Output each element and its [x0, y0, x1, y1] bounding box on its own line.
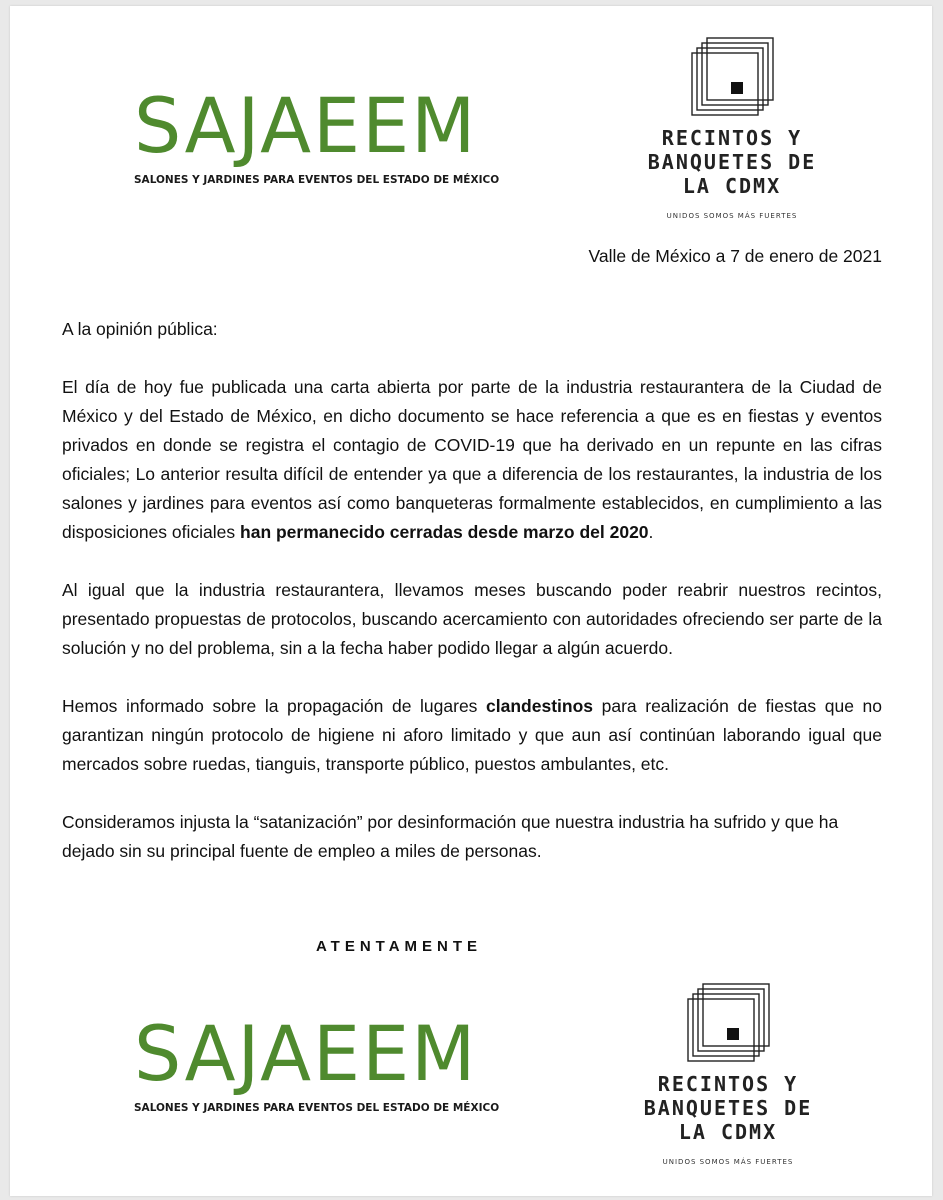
sajaeem-wordmark: SAJAEEM: [134, 81, 478, 170]
closing-signoff: ATENTAMENTE: [315, 938, 483, 955]
recintos-logo-top: [602, 36, 862, 220]
sajaeem-tagline: SALONES Y JARDINES PARA EVENTOS DEL ESTADO DE MÉXICO: [134, 174, 500, 186]
nested-squares-icon: [687, 36, 777, 118]
recintos-tagline: UNIDOS SOMOS MÁS FUERTES: [662, 1158, 794, 1166]
letter-page: [10, 6, 932, 1196]
paragraph-1: El día de hoy fue publicada una carta abierta por parte de la industria restaurantera de la Ciudad de México y del Estado de México, en dicho documento se hace referencia a que es en fiestas y eventos privados en donde se registra el contagio de COVID-19 que ha derivado en un repunte en las cifras oficiales; Lo anterior resulta difícil de entender ya que a diferencia de los restaurantes, la industria de los salones y jardines para eventos así como banqueteras formalmente establecidos, en cumplimiento a las disposiciones oficiales han permanecido cerradas desde marzo del 2020.: [62, 377, 882, 542]
sajaeem-logo-bottom: [134, 1009, 500, 1114]
recintos-tagline: UNIDOS SOMOS MÁS FUERTES: [666, 212, 798, 220]
letter-date: Valle de México a 7 de enero de 2021: [588, 246, 882, 266]
nested-squares-icon: [683, 982, 773, 1064]
sajaeem-wordmark: SAJAEEM: [134, 1009, 478, 1098]
paragraph-2: Al igual que la industria restaurantera, llevamos meses buscando poder reabrir nuestros recintos, presentado propuestas de protocolos, buscando acercamiento con autoridades ofreciendo ser parte de la solución y no del problema, sin a la fecha haber podido llegar a algún acuerdo.: [62, 580, 882, 658]
recintos-logo-bottom: [598, 982, 858, 1166]
sajaeem-logo-top: [134, 81, 500, 186]
recintos-name: RECINTOS Y BANQUETES DE LA CDMX: [647, 126, 817, 198]
sajaeem-tagline: SALONES Y JARDINES PARA EVENTOS DEL ESTADO DE MÉXICO: [134, 1102, 500, 1114]
paragraph-4: Consideramos injusta la “satanización” por desinformación que nuestra industria ha sufrido y que ha dejado sin su principal fuente de empleo a miles de personas.: [62, 812, 839, 861]
recintos-name: RECINTOS Y BANQUETES DE LA CDMX: [643, 1072, 813, 1144]
letter-body: [62, 315, 882, 895]
letter-greeting: A la opinión pública:: [62, 319, 218, 339]
paragraph-3: Hemos informado sobre la propagación de lugares clandestinos para realización de fiestas que no garantizan ningún protocolo de higiene ni aforo limitado y que aun así continúan laborando igual que mercados sobre ruedas, tianguis, transporte público, puestos ambulantes, etc.: [62, 696, 882, 774]
